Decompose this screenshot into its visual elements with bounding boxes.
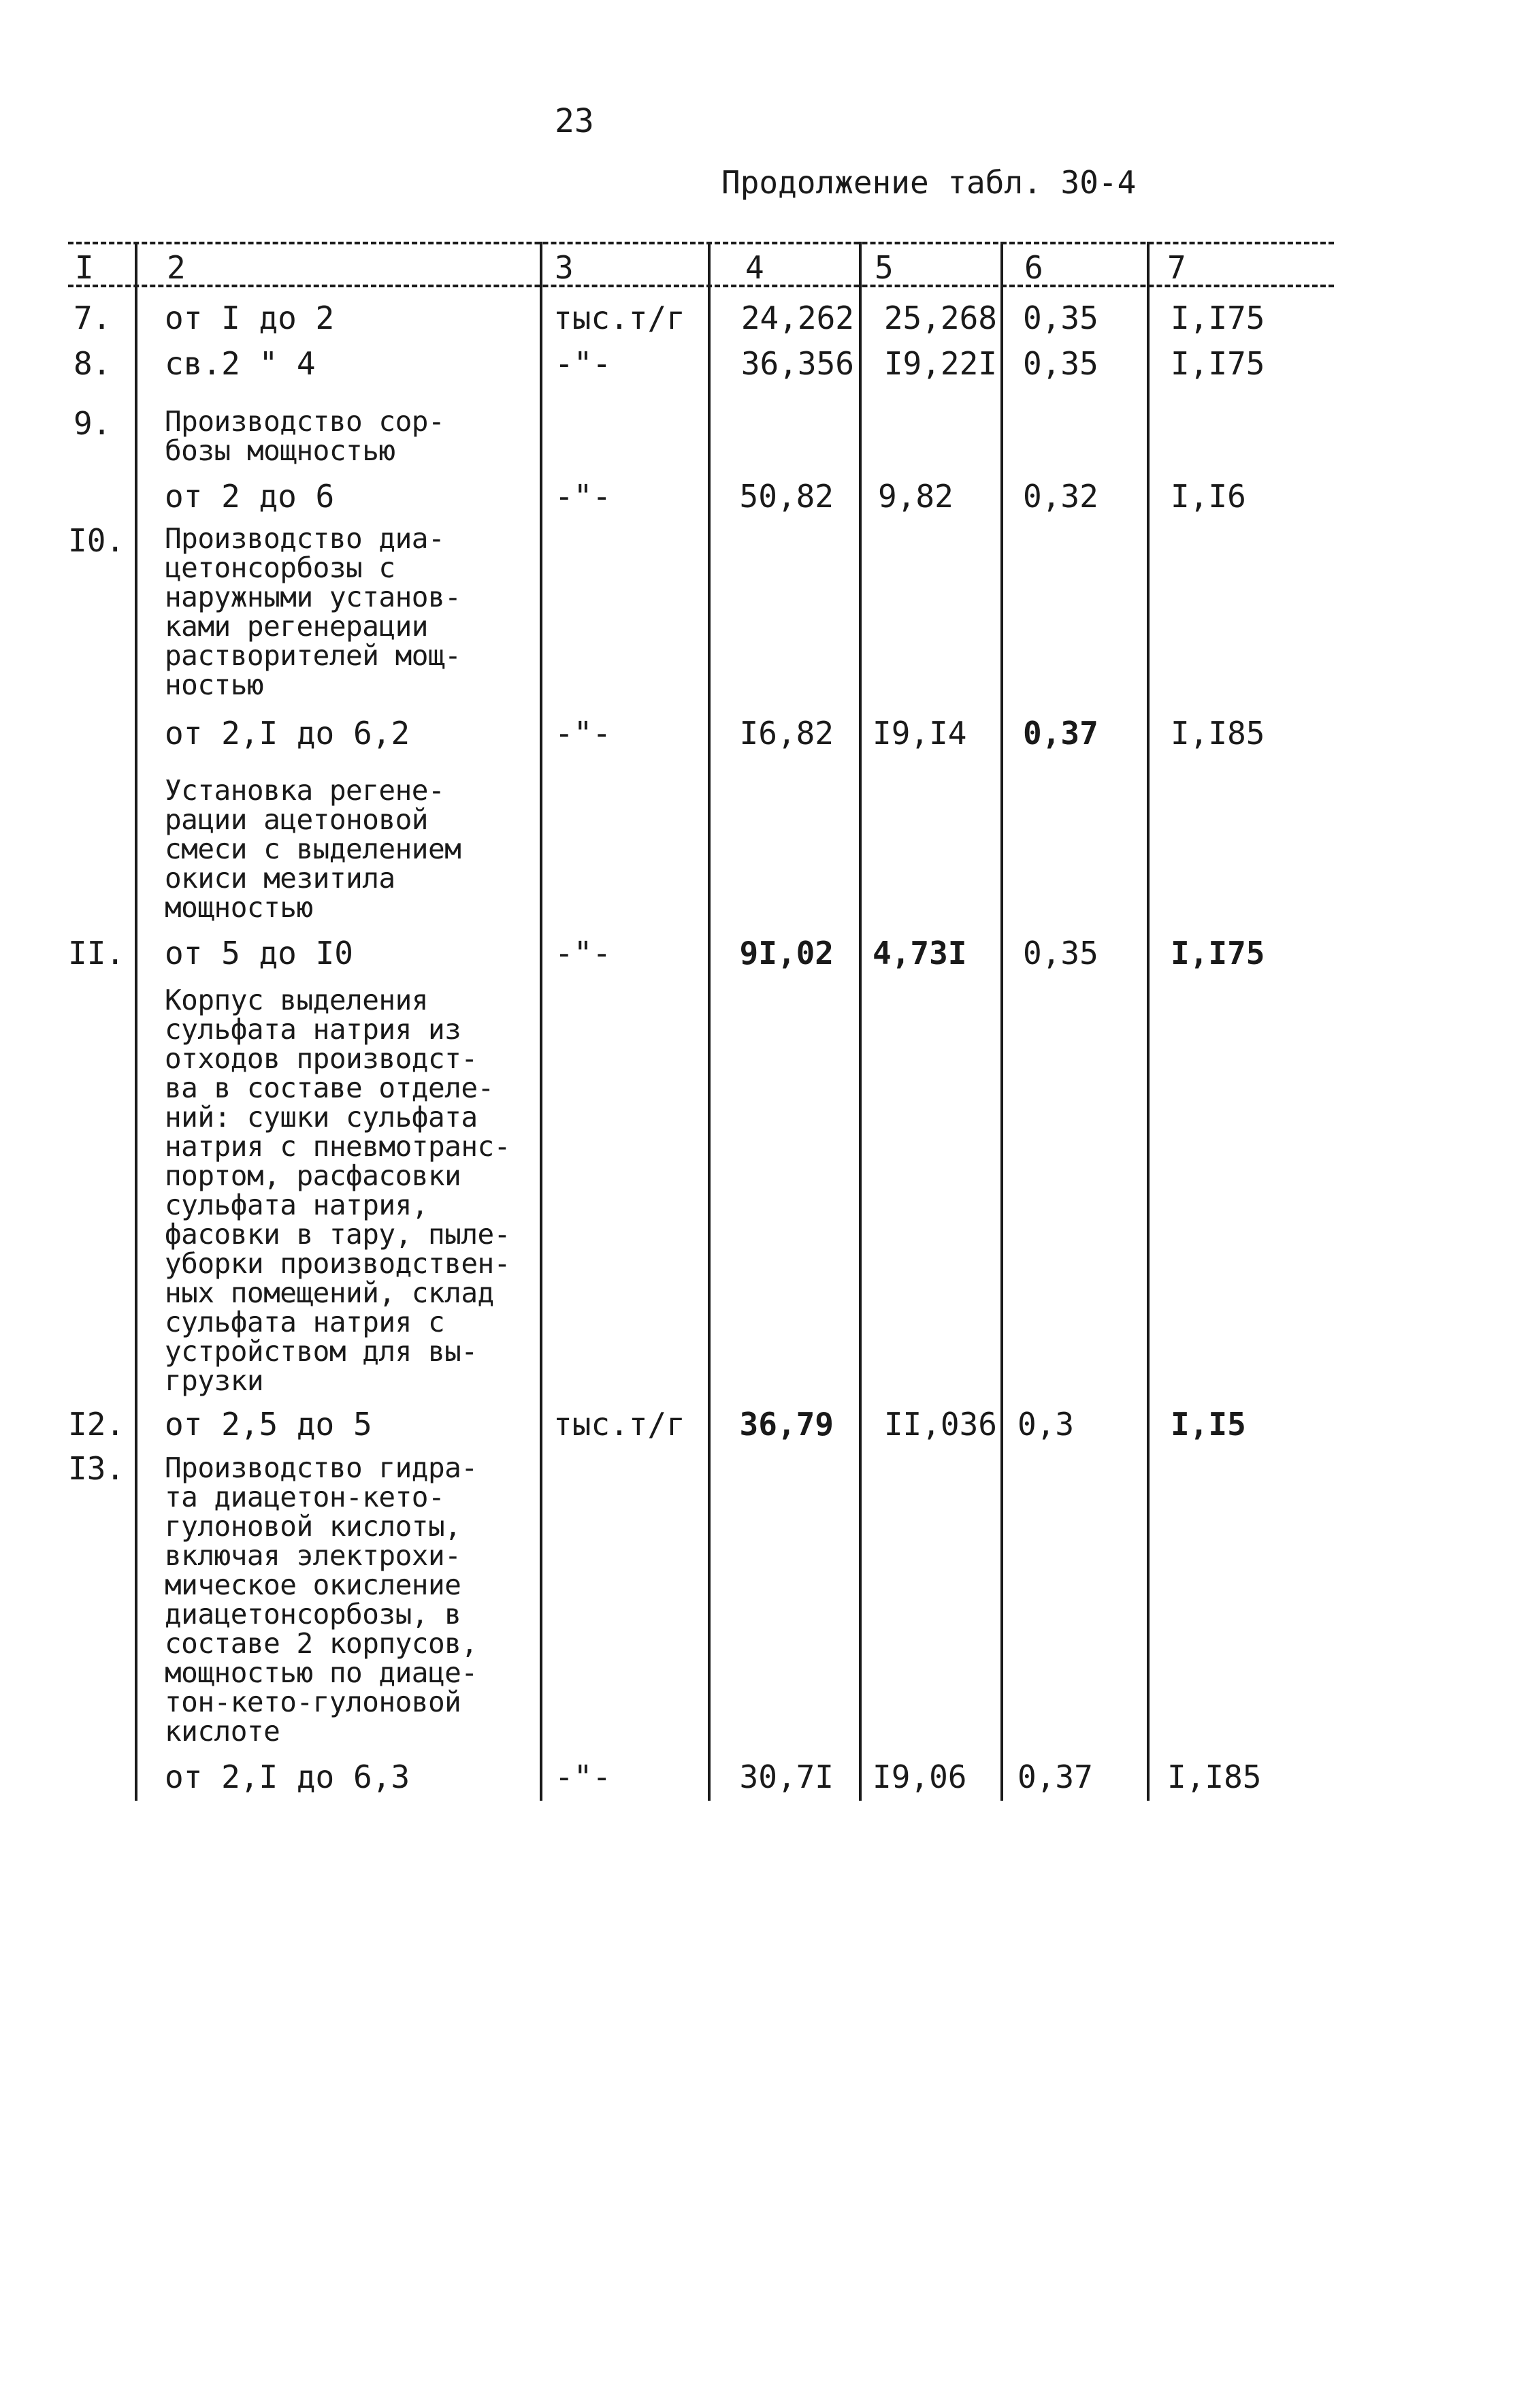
description-line: натрия с пневмотранс-: [165, 1130, 510, 1163]
value-col-4: 36,356: [740, 345, 854, 382]
description-line: отходов производст-: [165, 1042, 478, 1075]
description-line: включая электрохи-: [165, 1539, 461, 1572]
description-line: гулоновой кислоты,: [165, 1510, 461, 1543]
row-number: 9.: [74, 405, 112, 442]
description-line: тон-кето-гулоновой: [165, 1686, 461, 1718]
value-col-7: I,I75: [1171, 300, 1265, 336]
value-col-4: I6,82: [739, 715, 834, 752]
table-caption: Продолжение табл. 30-4: [721, 164, 1137, 201]
value-col-6: 0,35: [1023, 345, 1098, 382]
value-col-5: 9,82: [878, 478, 954, 515]
description-line: сульфата натрия с: [165, 1306, 445, 1338]
value-col-6: 0,37: [1017, 1759, 1093, 1795]
description-line: мощностью: [165, 891, 313, 924]
description-line: Корпус выделения: [165, 984, 428, 1016]
column-header-4: 4: [745, 249, 764, 286]
description-line: наружными установ-: [165, 581, 461, 613]
value-col-5: 4,73I: [873, 935, 967, 972]
row-number: 8.: [74, 345, 112, 382]
unit: -"-: [555, 1759, 612, 1795]
description-line: ва в составе отделе-: [165, 1072, 494, 1104]
unit: -"-: [555, 715, 612, 752]
description-line: устройством для вы-: [165, 1335, 478, 1368]
column-divider-2: [540, 242, 542, 1801]
column-divider-3: [708, 242, 711, 1801]
value-col-7: I,I75: [1171, 345, 1265, 382]
description-line: Производство сор-: [165, 405, 445, 438]
column-divider-4: [859, 242, 862, 1801]
column-header-7: 7: [1167, 249, 1186, 286]
unit: -"-: [555, 935, 612, 972]
description-line: уборки производствен-: [165, 1247, 510, 1280]
unit: -"-: [555, 345, 612, 382]
column-header-2: 2: [167, 249, 186, 286]
column-header-6: 6: [1024, 249, 1043, 286]
header-top-rule: [68, 242, 1334, 244]
value-col-5: I9,22I: [883, 345, 997, 382]
value-col-4: 50,82: [739, 478, 834, 515]
column-header-5: 5: [875, 249, 894, 286]
description-line: ками регенерации: [165, 610, 428, 643]
column-header-1: I: [75, 249, 94, 286]
description-line: Производство диа-: [165, 522, 445, 555]
description-line: ний: сушки сульфата: [165, 1101, 478, 1134]
value-col-7: I,I85: [1167, 1759, 1262, 1795]
value-col-5: II,036: [883, 1406, 997, 1443]
column-divider-6: [1147, 242, 1150, 1801]
description-line: смеси с выделением: [165, 833, 461, 865]
value-col-5: I9,I4: [873, 715, 967, 752]
description-line: Установка регене-: [165, 774, 445, 807]
row-number: I3.: [68, 1450, 125, 1487]
capacity-range: от 2,5 до 5: [165, 1406, 372, 1443]
row-number: I2.: [68, 1406, 125, 1443]
unit: тыс.т/г: [553, 1406, 685, 1443]
capacity-range: от 2,I до 6,3: [165, 1759, 410, 1795]
value-col-4: 9I,02: [739, 935, 834, 972]
header-bottom-rule: [68, 285, 1334, 287]
description-line: грузки: [165, 1364, 264, 1397]
description-line: окиси мезитила: [165, 862, 395, 895]
value-col-6: 0,35: [1023, 935, 1098, 972]
value-col-7: I,I75: [1171, 935, 1265, 972]
value-col-4: 36,79: [739, 1406, 834, 1443]
value-col-6: 0,3: [1017, 1406, 1075, 1443]
capacity-range: св.2 " 4: [165, 345, 316, 382]
description-line: цетонсорбозы с: [165, 551, 395, 584]
unit: тыс.т/г: [553, 300, 685, 336]
column-divider-1: [135, 242, 137, 1801]
column-divider-5: [1000, 242, 1003, 1801]
value-col-6: 0,35: [1023, 300, 1098, 336]
description-line: составе 2 корпусов,: [165, 1627, 478, 1660]
capacity-range: от 2,I до 6,2: [165, 715, 410, 752]
row-number: II.: [68, 935, 125, 972]
description-line: ных помещений, склад: [165, 1277, 494, 1309]
capacity-range: от I до 2: [165, 300, 335, 336]
description-line: растворителей мощ-: [165, 639, 461, 672]
description-line: мическое окисление: [165, 1569, 461, 1601]
value-col-5: 25,268: [883, 300, 997, 336]
description-line: сульфата натрия,: [165, 1189, 428, 1221]
description-line: портом, расфасовки: [165, 1159, 461, 1192]
description-line: диацетонсорбозы, в: [165, 1598, 461, 1631]
value-col-7: I,I5: [1171, 1406, 1246, 1443]
value-col-4: 30,7I: [739, 1759, 834, 1795]
description-line: мощностью по диаце-: [165, 1656, 478, 1689]
page-number: 23: [555, 102, 594, 140]
value-col-7: I,I6: [1171, 478, 1246, 515]
description-line: та диацетон-кето-: [165, 1481, 445, 1513]
value-col-6: 0,32: [1023, 478, 1098, 515]
description-line: фасовки в тару, пыле-: [165, 1218, 510, 1251]
description-line: Производство гидра-: [165, 1451, 478, 1484]
value-col-6: 0,37: [1023, 715, 1098, 752]
description-line: рации ацетоновой: [165, 803, 428, 836]
capacity-range: от 2 до 6: [165, 478, 335, 515]
description-line: ностью: [165, 669, 264, 701]
row-number: I0.: [68, 522, 125, 559]
value-col-5: I9,06: [873, 1759, 967, 1795]
row-number: 7.: [74, 300, 112, 336]
description-line: бозы мощностью: [165, 434, 395, 467]
unit: -"-: [555, 478, 612, 515]
description-line: кислоте: [165, 1715, 280, 1748]
description-line: сульфата натрия из: [165, 1013, 461, 1046]
value-col-7: I,I85: [1171, 715, 1265, 752]
column-header-3: 3: [555, 249, 574, 286]
capacity-range: от 5 до I0: [165, 935, 353, 972]
value-col-4: 24,262: [740, 300, 854, 336]
